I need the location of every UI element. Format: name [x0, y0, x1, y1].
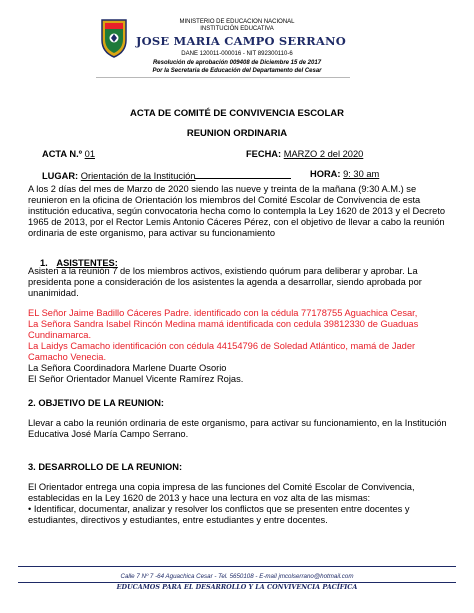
dane-nit: DANE 120011-000016 - NIT 892300110-6: [181, 51, 293, 57]
acta-label: ACTA N.º: [42, 149, 83, 159]
footer-motto: EDUCAMOS PARA EL DESARROLLO Y LA CONVIVENCIA PACÍFICA: [116, 583, 358, 591]
desarrollo-line: establecidas en la Ley 1620 de 2013 y hace una lectura en voz alta de las mismas:: [28, 493, 371, 503]
attendee-staff-list: [28, 363, 474, 385]
hora-label: HORA:: [310, 169, 341, 179]
objetivo-line: Llevar a cabo la reunión ordinaria de este organismo, para activar su funcionamiento, en la Institución: [28, 418, 447, 428]
attendee-line: La Señora Coordinadora Marlene Duarte Osorio: [28, 363, 227, 373]
lugar-label: LUGAR:: [42, 171, 79, 181]
intro-line: institución educativa, según convocatoria hecha como lo contempla la Ley 1620 de 2013 y el Decreto: [28, 206, 446, 216]
footer-address: Calle 7 Nº 7 -64 Aguachica Cesar - Tel. 5650108 - E-mail jmcolserrano@hotmail.com: [120, 573, 354, 580]
attendee-line: Camacho Venecia.: [28, 352, 107, 362]
ministry-label: MINISTERIO DE EDUCACION NACIONAL: [179, 19, 295, 25]
document-title: ACTA DE COMITÉ DE CONVIVENCIA ESCOLAR: [130, 108, 344, 119]
resolution-text: Resolución de aprobación 009408 de Diciembre 15 de 2017: [152, 60, 322, 66]
header-divider: [96, 77, 350, 78]
attendee-line: EL Señor Jaime Badillo Cáceres Padre. identificado con la cédula 77178755 Aguachica Cesar,: [28, 308, 418, 318]
attendee-line: El Señor Orientador Manuel Vicente Ramírez Rojas.: [28, 374, 244, 384]
attendee-line: Cundinamarca.: [28, 330, 92, 340]
school-name: JOSE MARIA CAMPO SERRANO: [136, 34, 346, 48]
intro-line: reunieron en la oficina de Orientación los miembros del Comité Escolar de Convivencia de esta: [28, 195, 421, 205]
lugar-blank-line: [195, 169, 291, 179]
asistentes-line: unanimidad.: [28, 288, 79, 298]
section-objetivo-heading: 2. OBJETIVO DE LA REUNION:: [28, 398, 165, 408]
asistentes-line: Asisten a la reunión 7 de los miembros activos, existiendo quórum para deliberar y aprobar. La: [28, 266, 418, 276]
secretaria-text: Por la Secretaria de Educación del Departamento del Cesar: [152, 68, 322, 74]
institution-label: INSTITUCIÓN EDUCATIVA: [200, 26, 274, 32]
intro-line: 1965 de 2013, por el Rector Lemis Antonio Cáceres Pérez, con el objetivo de llevar a cabo la reunión: [28, 217, 445, 227]
desarrollo-line: El Orientador entrega una copia impresa de las funciones del Comité Escolar de Convivencia,: [28, 482, 415, 492]
attendee-line: La Señora Sandra Isabel Rincón Medina mamá identificada con cedula 39812330 de Guaduas: [28, 319, 419, 329]
acta-number: 01: [84, 149, 95, 159]
desarrollo-bullet-line: • Identificar, documentar, analizar y resolver los conflictos que se presenten entre docentes y: [28, 504, 410, 514]
fecha-label: FECHA:: [246, 149, 282, 159]
asistentes-line: presidenta pone a consideración de los asistentes la agenda a desarrollar, siendo aprobada por: [28, 277, 422, 287]
desarrollo-paragraph: [28, 482, 474, 526]
intro-line: A los 2 días del mes de Marzo de 2020 siendo las nueve y treinta de la mañana (9:30 A.M.) se: [28, 184, 417, 194]
section-number: 1.: [40, 258, 48, 268]
intro-line: ordinaria de este organismo, para activar su funcionamiento: [28, 228, 276, 238]
objetivo-line: Educativa José María Campo Serrano.: [28, 429, 189, 439]
hora-row: [310, 169, 379, 179]
section-title: ASISTENTES:: [56, 258, 118, 268]
attendee-line: La Laidys Camacho identificación con cédula 44154796 de Soledad Atlántico, mamá de Jader: [28, 341, 416, 351]
hora-value: 9: 30 am: [343, 169, 380, 179]
footer-divider-top: [18, 566, 456, 567]
lugar-value: Orientación de la Institución: [80, 171, 196, 181]
objetivo-paragraph: [28, 418, 474, 440]
document-subtitle: REUNION ORDINARIA: [186, 128, 288, 139]
attendee-parents-list: [28, 308, 474, 363]
fecha-value: MARZO 2 del 2020: [283, 149, 364, 159]
desarrollo-line: estudiantes, directivos y estudiantes, entre estudiantes y entre docentes.: [28, 515, 328, 525]
intro-paragraph: [28, 184, 474, 239]
fecha-row: [246, 149, 363, 159]
section-desarrollo-heading: 3. DESARROLLO DE LA REUNION:: [28, 462, 183, 472]
acta-number-row: [42, 149, 95, 159]
asistentes-paragraph: [28, 266, 474, 299]
lugar-row: [42, 169, 291, 181]
